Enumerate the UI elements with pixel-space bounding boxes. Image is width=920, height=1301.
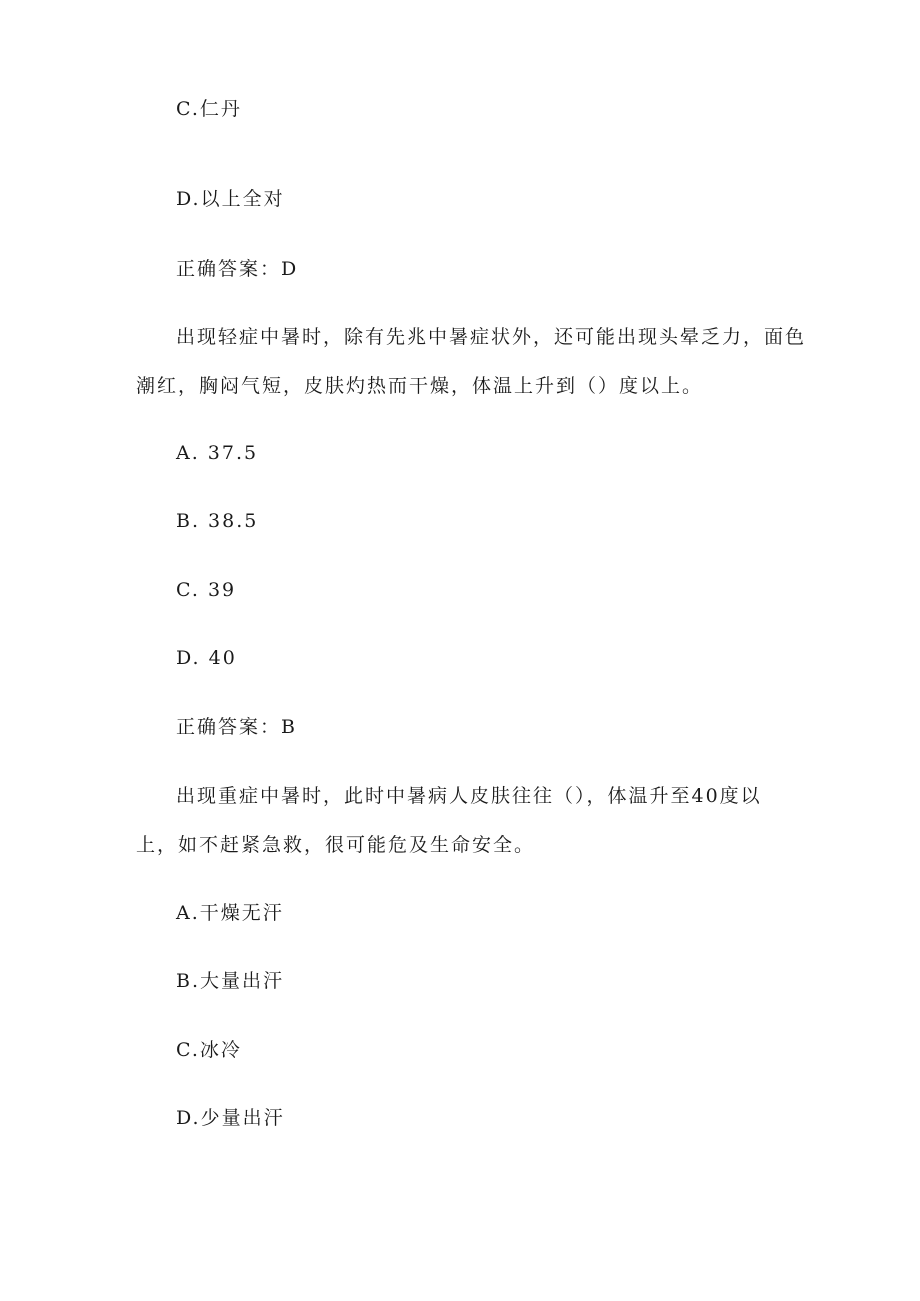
q1-option-c: C.仁丹 [176,98,242,120]
q2-stem-line-1: 出现轻症中暑时，除有先兆中暑症状外，还可能出现头晕乏力，面色 [176,326,807,348]
q2-answer: 正确答案：B [176,716,297,738]
q2-stem-line-2: 潮红，胸闷气短，皮肤灼热而干燥，体温上升到（）度以上。 [136,375,704,397]
q2-option-b: B. 38.5 [176,510,259,532]
q2-option-d: D. 40 [176,647,237,669]
q3-stem-line-1: 出现重症中暑时，此时中暑病人皮肤往往（），体温升至40度以 [176,785,762,807]
q3-stem-line-2: 上，如不赶紧急救，很可能危及生命安全。 [136,834,536,856]
q3-option-d: D.少量出汗 [176,1107,285,1129]
q1-option-d: D.以上全对 [176,188,285,210]
q2-option-c: C. 39 [176,579,237,601]
q3-option-b: B.大量出汗 [176,970,285,992]
q2-option-a: A. 37.5 [176,442,259,464]
q3-option-a: A.干燥无汗 [176,902,284,924]
q3-option-c: C.冰冷 [176,1039,242,1061]
q1-answer: 正确答案：D [176,258,299,280]
